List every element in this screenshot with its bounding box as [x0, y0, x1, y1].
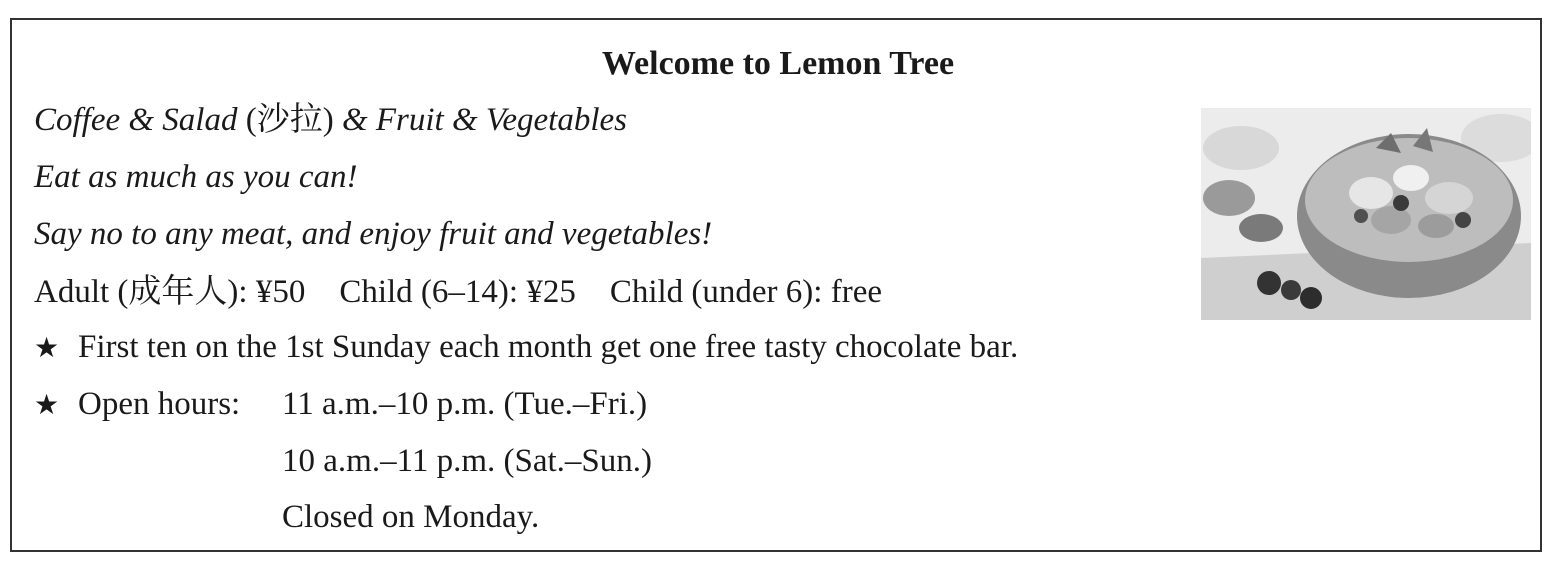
- hours-closed: Closed on Monday.: [282, 499, 540, 535]
- slogan-eat: Eat as much as you can!: [34, 159, 358, 195]
- star-icon: ★: [34, 331, 60, 364]
- menu-part2: & Fruit & Vegetables: [341, 102, 628, 138]
- hours-weekday: 11 a.m.–10 p.m. (Tue.–Fri.): [282, 386, 648, 422]
- salad-chinese: (沙拉): [245, 102, 334, 138]
- price-line: [34, 272, 882, 312]
- price-child-6-14: Child (6–14): ¥25: [339, 274, 576, 310]
- fruit-salad-photo: [1201, 108, 1531, 320]
- hours-weekend: 10 a.m.–11 p.m. (Sat.–Sun.): [282, 443, 653, 479]
- menu-line: [34, 100, 627, 140]
- price-child-under-6: Child (under 6): free: [609, 274, 882, 310]
- star-icon: ★: [34, 388, 60, 421]
- slogan-no-meat: Say no to any meat, and enjoy fruit and vegetables!: [34, 216, 713, 252]
- menu-part1: Coffee & Salad: [34, 102, 238, 138]
- hours-line: [34, 384, 647, 425]
- fruit-salad-bowl-icon: [1201, 108, 1531, 320]
- notice-frame: [10, 18, 1542, 552]
- notice-title: Welcome to Lemon Tree: [601, 45, 955, 82]
- offer-text: First ten on the 1st Sunday each month get one free tasty chocolate bar.: [78, 329, 1019, 365]
- price-adult: Adult (成年人): ¥50: [34, 274, 306, 310]
- hours-label: Open hours:: [78, 386, 241, 422]
- offer-line: [34, 327, 1018, 368]
